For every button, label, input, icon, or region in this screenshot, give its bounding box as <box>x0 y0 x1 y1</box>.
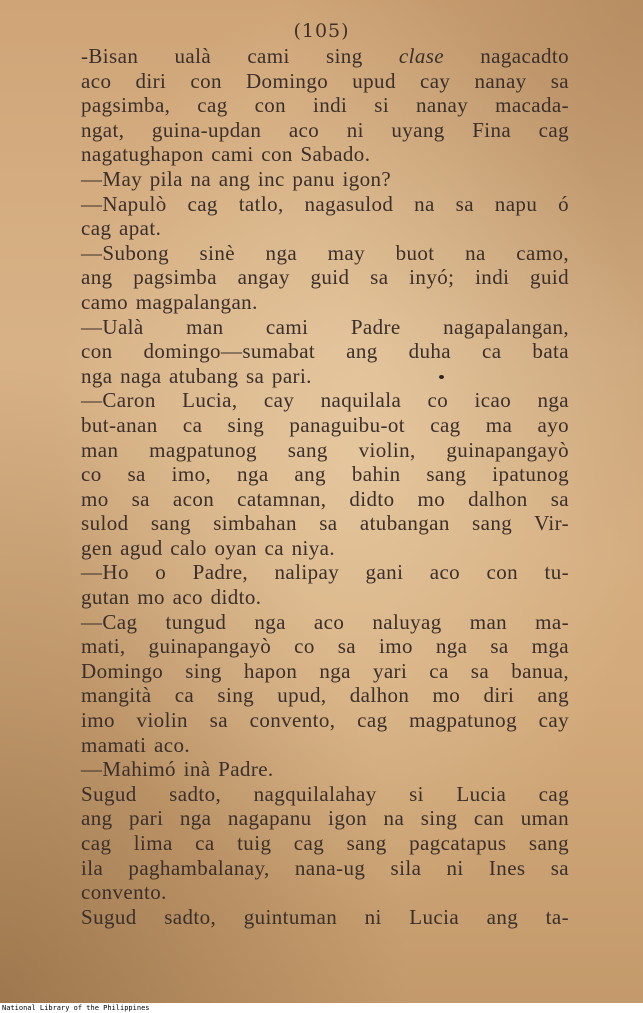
text-line: sulod sang simbahan sa atubangan sang Vir- <box>81 511 569 536</box>
text-line: ila paghambalanay, nana-ug sila ni Ines sa <box>81 855 569 880</box>
text-line: con domingo—sumabat ang duha ca bata <box>81 339 569 364</box>
text-line: gen agud calo oyan ca niya. <box>81 535 336 560</box>
text-line: ang pari nga nagapanu igon na sing can uman <box>81 806 569 831</box>
text-line: ang pagsimba angay guid sa inyó; indi guid <box>81 265 569 290</box>
text-line: Sugud sadto, nagquilalahay si Lucia cag <box>81 781 569 806</box>
text-line: convento. <box>81 880 167 905</box>
text-line: mamati aco. <box>81 732 191 757</box>
text-line: —Ualà man cami Padre nagapalangan, <box>81 314 569 339</box>
text-line: gutan mo aco didto. <box>81 585 262 610</box>
text-line: —Cag tungud nga aco naluyag man ma- <box>81 609 569 634</box>
page-number: (105) <box>293 20 350 42</box>
text-line: —Napulò cag tatlo, nagasulod na sa napu ó <box>81 191 569 216</box>
text-line: nagatughapon cami con Sabado. <box>81 142 371 167</box>
ink-speck <box>439 375 444 379</box>
text-line: but-anan ca sing panaguibu-ot cag ma ayo <box>81 412 569 437</box>
text-line: cag lima ca tuig cag sang pagcatapus sang <box>81 831 569 855</box>
text-line: cag apat. <box>81 216 162 241</box>
text-line: mo sa acon catamnan, didto mo dalhon sa <box>81 486 569 511</box>
text-line: Domingo sing hapon nga yari ca sa banua, <box>81 658 569 683</box>
text-line: pagsimba, cag con indi si nanay macada- <box>81 93 569 118</box>
text-line: —May pila na ang inc panu igon? <box>81 166 392 191</box>
text-line: man magpatunog sang violin, guinapangayò <box>81 437 569 462</box>
text-line: camo magpalangan. <box>81 289 258 314</box>
italic-word: clase <box>398 44 445 68</box>
text-line: —Ho o Padre, nalipay gani aco con tu- <box>81 560 569 585</box>
text-line: —Mahimó inà Padre. <box>81 757 274 782</box>
library-credit: National Library of the Philippines <box>2 1004 150 1012</box>
text-line: aco diri con Domingo upud cay nanay sa <box>81 68 569 93</box>
text-line: nga naga atubang sa pari. <box>81 363 312 388</box>
text-line: imo violin sa convento, cag magpatunog cay <box>81 708 569 733</box>
text-line: Sugud sadto, guintuman ni Lucia ang ta- <box>81 904 569 929</box>
text-line: mangità ca sing upud, dalhon mo diri ang <box>81 683 569 708</box>
text-line: co sa imo, nga ang bahin sang ipatunog <box>81 462 569 487</box>
text-line: —Subong sinè nga may buot na camo, <box>81 240 569 265</box>
body-text <box>81 44 569 929</box>
text-line: mati, guinapangayò co sa imo nga sa mga <box>81 634 569 659</box>
text-line: —Caron Lucia, cay naquilala co icao nga <box>81 388 569 413</box>
text-line: ngat, guina-updan aco ni uyang Fina cag <box>81 117 569 142</box>
text-line: -Bisan ualà cami sing clase nagacadto <box>81 44 569 68</box>
